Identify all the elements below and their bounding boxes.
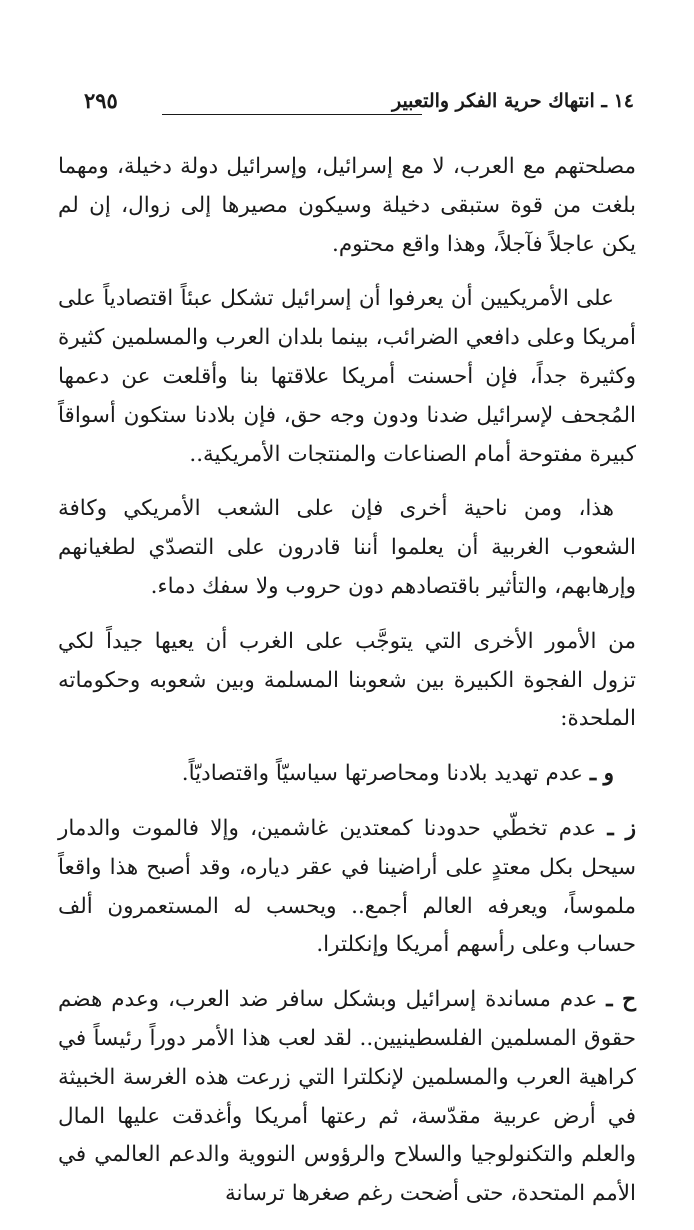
- paragraph: من الأمور الأخرى التي يتوجَّب على الغرب أن يعيها جيداً لكي تزول الفجوة الكبيرة بين شعوبنا المسلمة وبين شعوبه وحكوماته الملحدة:: [58, 628, 636, 732]
- item-letter: ح ـ: [606, 987, 636, 1013]
- item-text: عدم تهديد بلادنا ومحاصرتها سياسيّاً واقتصاديّاً.: [181, 761, 583, 787]
- item-letter: ز ـ: [607, 815, 636, 841]
- running-header: [84, 88, 634, 122]
- page-number: ٢٩٥: [84, 88, 118, 113]
- item-letter: و ـ: [589, 761, 614, 787]
- paragraph: على الأمريكيين أن يعرفوا أن إسرائيل تشكل عبئاً اقتصادياً على أمريكا وعلى دافعي الضرائب، بينما بلدان العرب والمسلمين كثيرة وكثيرة جداً، فإن أحسنت أمريكا علاقتها بنا وأقلعت عن دعمها المُجحف لإسرائيل ضدنا ودون وجه حق، فإن بلادنا ستكون أسواقاً كبيرة مفتوحة أمام الصناعات والمنتجات الأمريكية..: [58, 286, 636, 467]
- list-item: [58, 810, 636, 965]
- body-text: [58, 148, 636, 1230]
- item-text: عدم تخطّي حدودنا كمعتدين غاشمين، وإلا فالموت والدمار سيحل بكل معتدٍ على أراضينا في عقر دياره، وقد أصبح هذا واقعاً ملموساً، ويعرفه العالم أجمع.. ويحسب له المستعمرون ألف حساب وعلى رأسهم أمريكا وإنكلترا.: [58, 815, 636, 958]
- chapter-title: ١٤ ـ انتهاك حرية الفكر والتعبير: [391, 90, 634, 112]
- paragraph: مصلحتهم مع العرب، لا مع إسرائيل، وإسرائيل دولة دخيلة، ومهما بلغت من قوة ستبقى دخيلة وسيكون مصيرها إلى زوال، إن لم يكن عاجلاً فآجلاً، وهذا واقع محتوم.: [58, 154, 636, 257]
- paragraph: هذا، ومن ناحية أخرى فإن على الشعب الأمريكي وكافة الشعوب الغربية أن يعلموا أننا قادرون على التصدّي لطغيانهم وإرهابهم، والتأثير باقتصادهم دون حروب ولا سفك دماء.: [58, 496, 636, 599]
- item-text: عدم مساندة إسرائيل وبشكل سافر ضد العرب، وعدم هضم حقوق المسلمين الفلسطينيين.. لقد لعب هذا الأمر دوراً رئيساً في كراهية العرب والمسلمين لإنكلترا التي زرعت هذه الغرسة الخبيثة في أرض عربية مقدّسة، ثم رعتها أمريكا وأغدقت عليها المال والعلم والتكنولوجيا والسلاح والرؤوس النووية والدعم العالمي في الأمم المتحدة، حتى أضحت رغم صغرها ترسانة: [58, 987, 636, 1207]
- list-item: [58, 755, 636, 794]
- header-rule: [162, 114, 422, 115]
- list-item: [58, 981, 636, 1214]
